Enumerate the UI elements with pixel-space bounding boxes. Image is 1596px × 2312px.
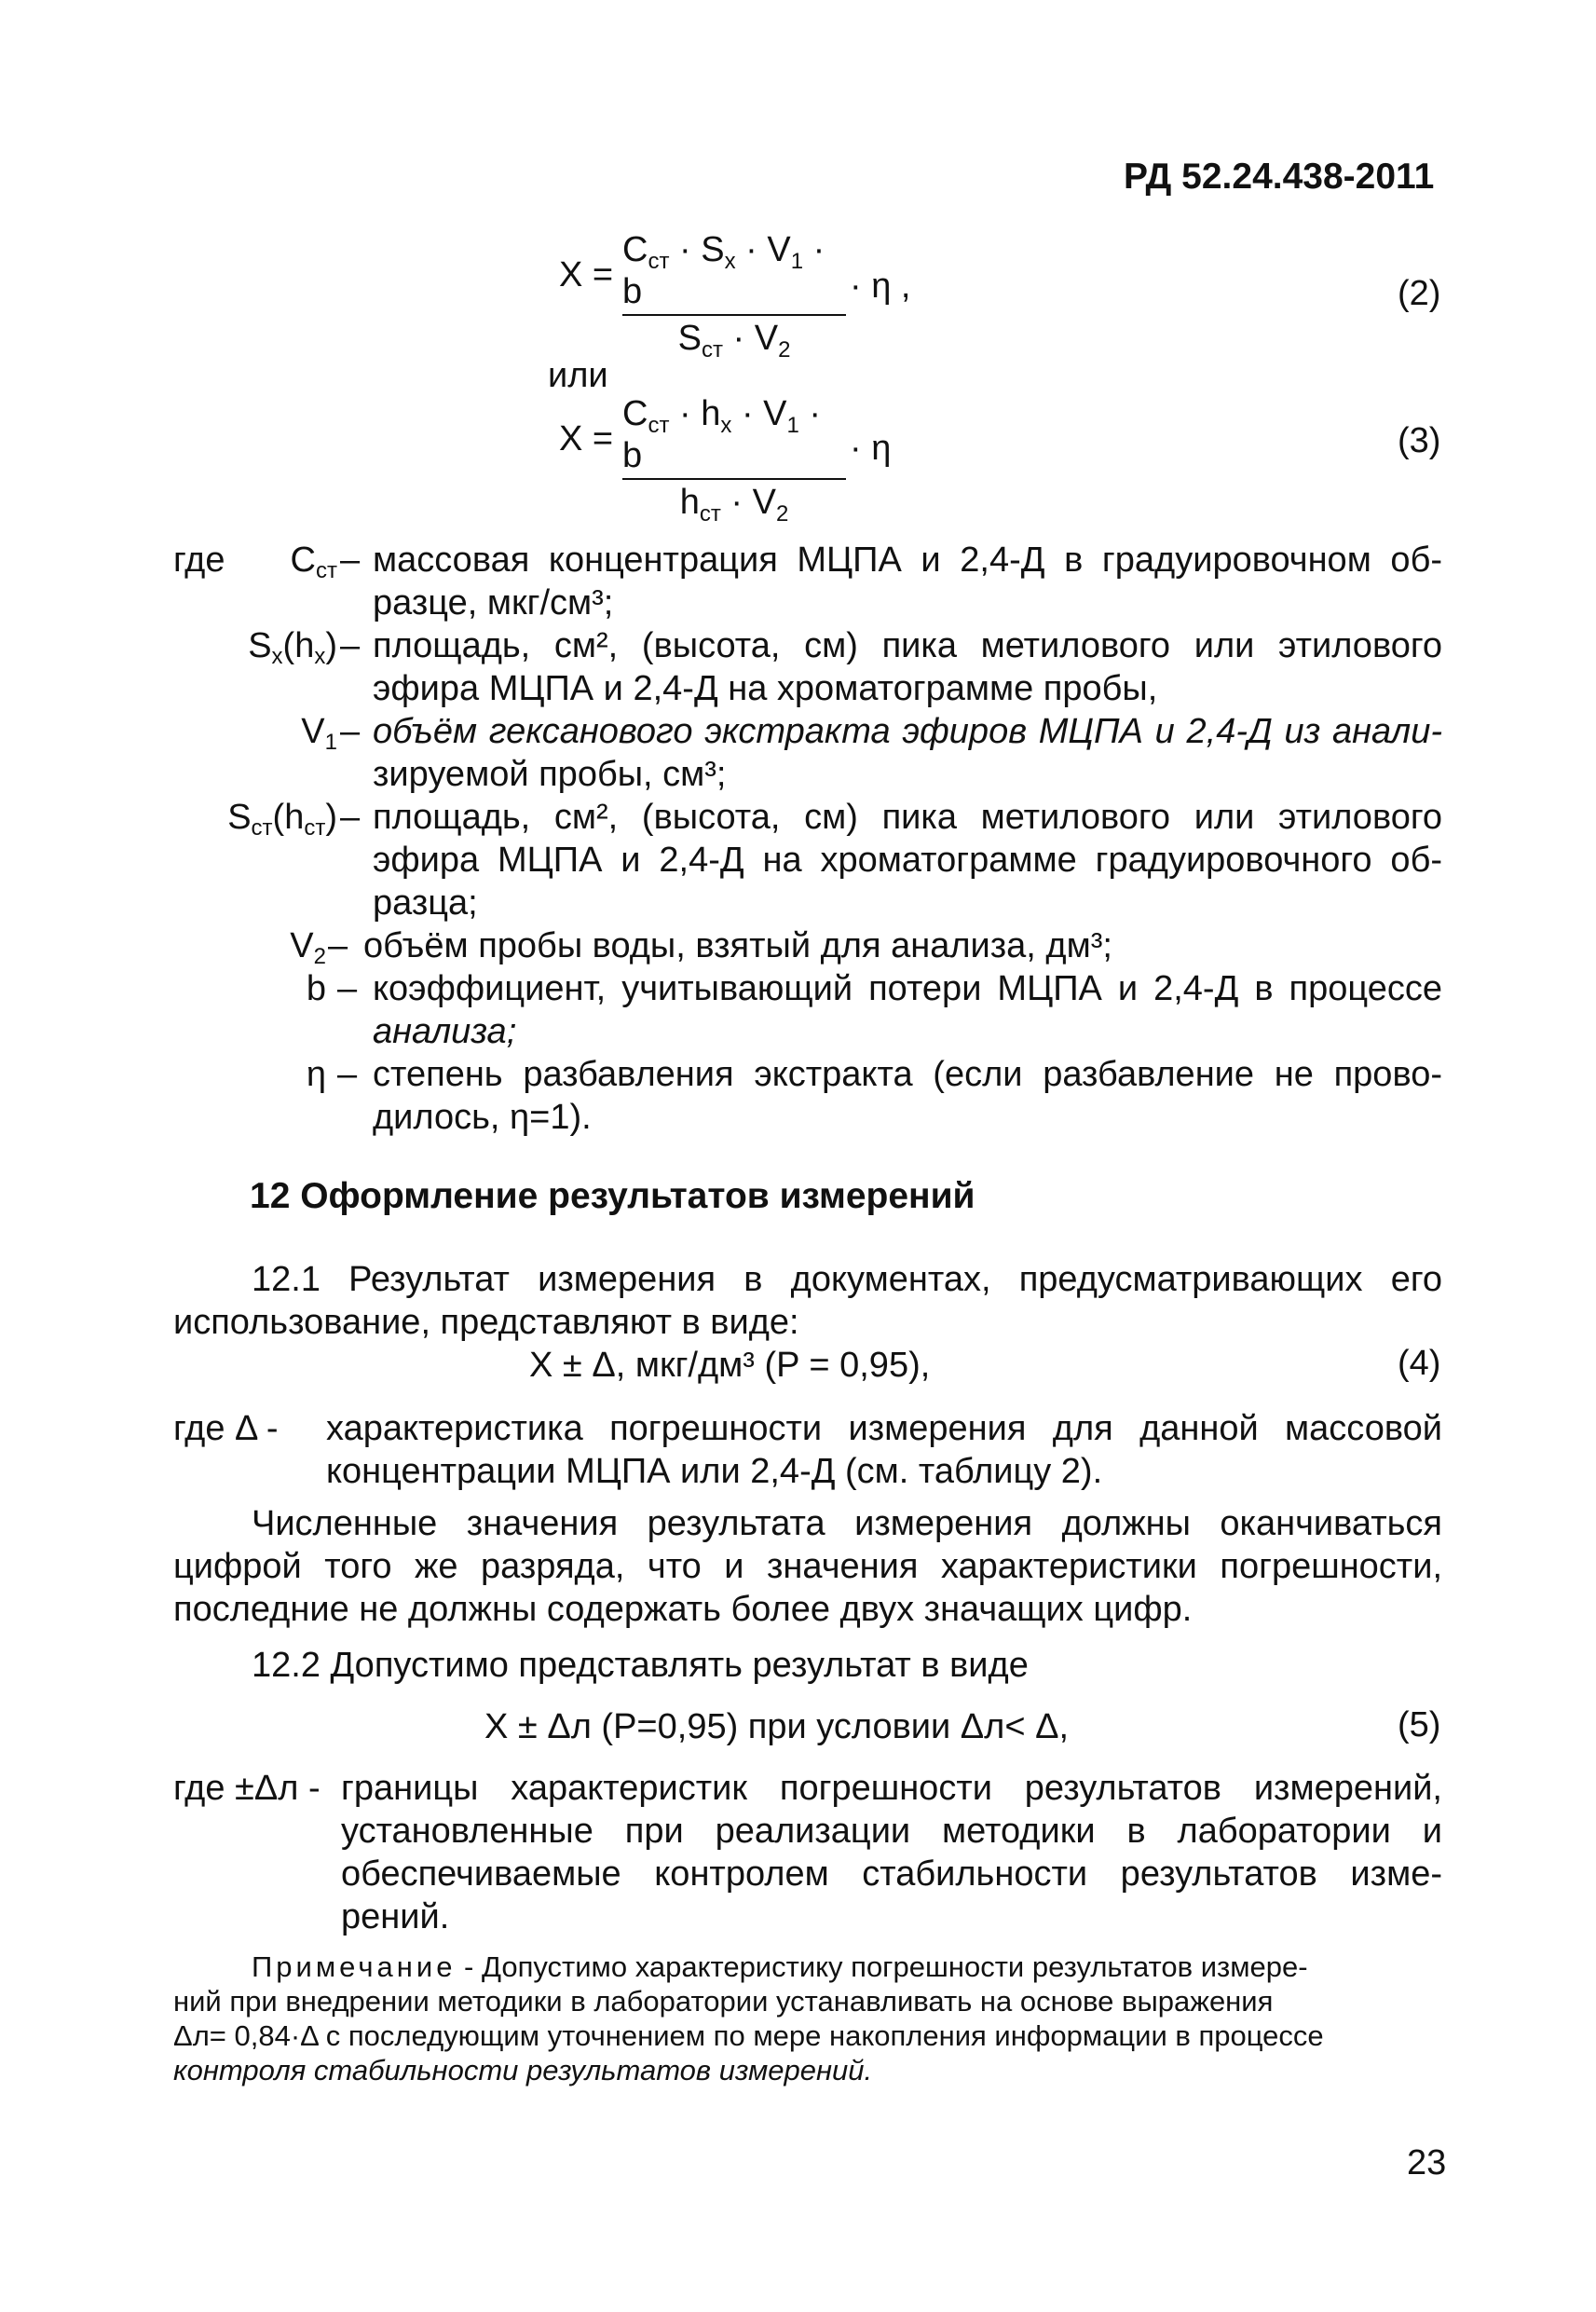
definition-dash: – bbox=[340, 712, 361, 751]
definition-symbol: Cст bbox=[290, 540, 337, 583]
delta-l-where: где ±Δл - bbox=[173, 1769, 321, 1808]
definition-symbol: Sст(hст) bbox=[227, 798, 337, 841]
equation-5: X ± Δл (P=0,95) при условии Δл< Δ, bbox=[484, 1707, 1070, 1746]
definition-symbol: V1 bbox=[301, 712, 337, 755]
fraction-bar bbox=[622, 478, 846, 480]
definition-dash: – bbox=[340, 798, 361, 837]
delta-l-definition: границы характеристик погрешности результатов измерений, установленные при реализации методики в лаборатории и обеспечиваемые контролем стабильности результатов изме- рений. bbox=[341, 1769, 1442, 1936]
definition-dash: – bbox=[337, 969, 358, 1008]
definition-dash: – bbox=[328, 926, 348, 965]
paragraph-12-1: 12.1 Результат измерения в документах, предусматривающих его использование, представляют в виде: bbox=[173, 1260, 1442, 1342]
formula-2-lhs: X = bbox=[559, 255, 614, 294]
paragraph-12-2: 12.2 Допустимо представлять результат в виде bbox=[252, 1646, 1029, 1685]
equation-4: X ± Δ, мкг/дм³ (P = 0,95), bbox=[529, 1346, 931, 1385]
formula-3-tail: · η bbox=[850, 429, 892, 468]
definition-dash: – bbox=[340, 540, 361, 580]
note: Примечание - Допустимо характеристику погрешности результатов измере- ний при внедрении методики в лаборатории устанавливать на основе выражения Δл= 0,84·Δ с последующим уточнением по мере накопления информации в процессе контроля стабильности результатов измерений. bbox=[173, 1950, 1324, 2086]
formula-3-numerator: $C_{ст} \cdot h_x \cdot V_1 \cdot b$ bbox=[622, 394, 822, 475]
definition-text: объём гексанового экстракта эфиров МЦПА и 2,4-Д из анали- зируемой пробы, см³; bbox=[373, 712, 1442, 794]
page-number: 23 bbox=[1407, 2143, 1447, 2182]
delta-definition: характеристика погрешности измерения для данной массовой концентрации МЦПА или 2,4-Д (см. таблицу 2). bbox=[326, 1409, 1442, 1491]
definition-symbol: V2 bbox=[290, 926, 326, 969]
formula-3-denominator: $h_{ст} \cdot V_2$ bbox=[679, 483, 789, 527]
note-label: Примечание bbox=[252, 1950, 457, 1983]
formula-2-number: (2) bbox=[1398, 274, 1441, 313]
formula-3-fraction bbox=[622, 395, 846, 526]
definition-text: степень разбавления экстракта (если разбавление не прово- дилось, η=1). bbox=[373, 1055, 1442, 1137]
fraction-bar bbox=[622, 314, 846, 316]
formula-2-fraction bbox=[622, 231, 846, 362]
formula-2-tail: · η , bbox=[850, 267, 911, 306]
equation-5-number: (5) bbox=[1398, 1705, 1441, 1744]
document-code: РД 52.24.438-2011 bbox=[1124, 157, 1435, 197]
definition-text: площадь, см², (высота, см) пика метилового или этилового эфира МЦПА и 2,4-Д на хроматограмме градуировочного об- разца; bbox=[373, 798, 1442, 923]
definition-text: объём пробы воды, взятый для анализа, дм³; bbox=[363, 926, 1112, 965]
definition-symbol: b bbox=[306, 969, 326, 1008]
definition-dash: – bbox=[340, 626, 361, 665]
or-word: или bbox=[548, 356, 608, 395]
definition-text: площадь, см², (высота, см) пика метилового или этилового эфира МЦПА и 2,4-Д на хроматограмме пробы, bbox=[373, 626, 1442, 708]
definition-text: коэффициент, учитывающий потери МЦПА и 2,4-Д в процессе анализа; bbox=[373, 969, 1442, 1051]
formula-2-numerator: $C_{ст} \cdot S_x \cdot V_1 \cdot b$ bbox=[622, 230, 825, 311]
equation-4-number: (4) bbox=[1398, 1344, 1441, 1383]
definition-text: массовая концентрация МЦПА и 2,4-Д в градуировочном об- разце, мкг/см³; bbox=[373, 540, 1442, 622]
definition-symbol: Sx(hx) bbox=[248, 626, 337, 669]
formula-3-number: (3) bbox=[1398, 421, 1441, 460]
formula-2-denominator: $S_{ст} \cdot V_2$ bbox=[677, 319, 791, 363]
paragraph-precision: Численные значения результата измерения должны оканчиваться цифрой того же разряда, что и значения характеристики погрешности, последние не должны содержать более двух значащих цифр. bbox=[173, 1504, 1442, 1629]
section-title: 12 Оформление результатов измерений bbox=[250, 1176, 975, 1216]
where-word: где bbox=[173, 540, 225, 580]
definition-dash: – bbox=[337, 1055, 358, 1094]
formula-3-lhs: X = bbox=[559, 419, 614, 458]
delta-where: где Δ - bbox=[173, 1409, 279, 1448]
definition-symbol: η bbox=[306, 1055, 326, 1094]
